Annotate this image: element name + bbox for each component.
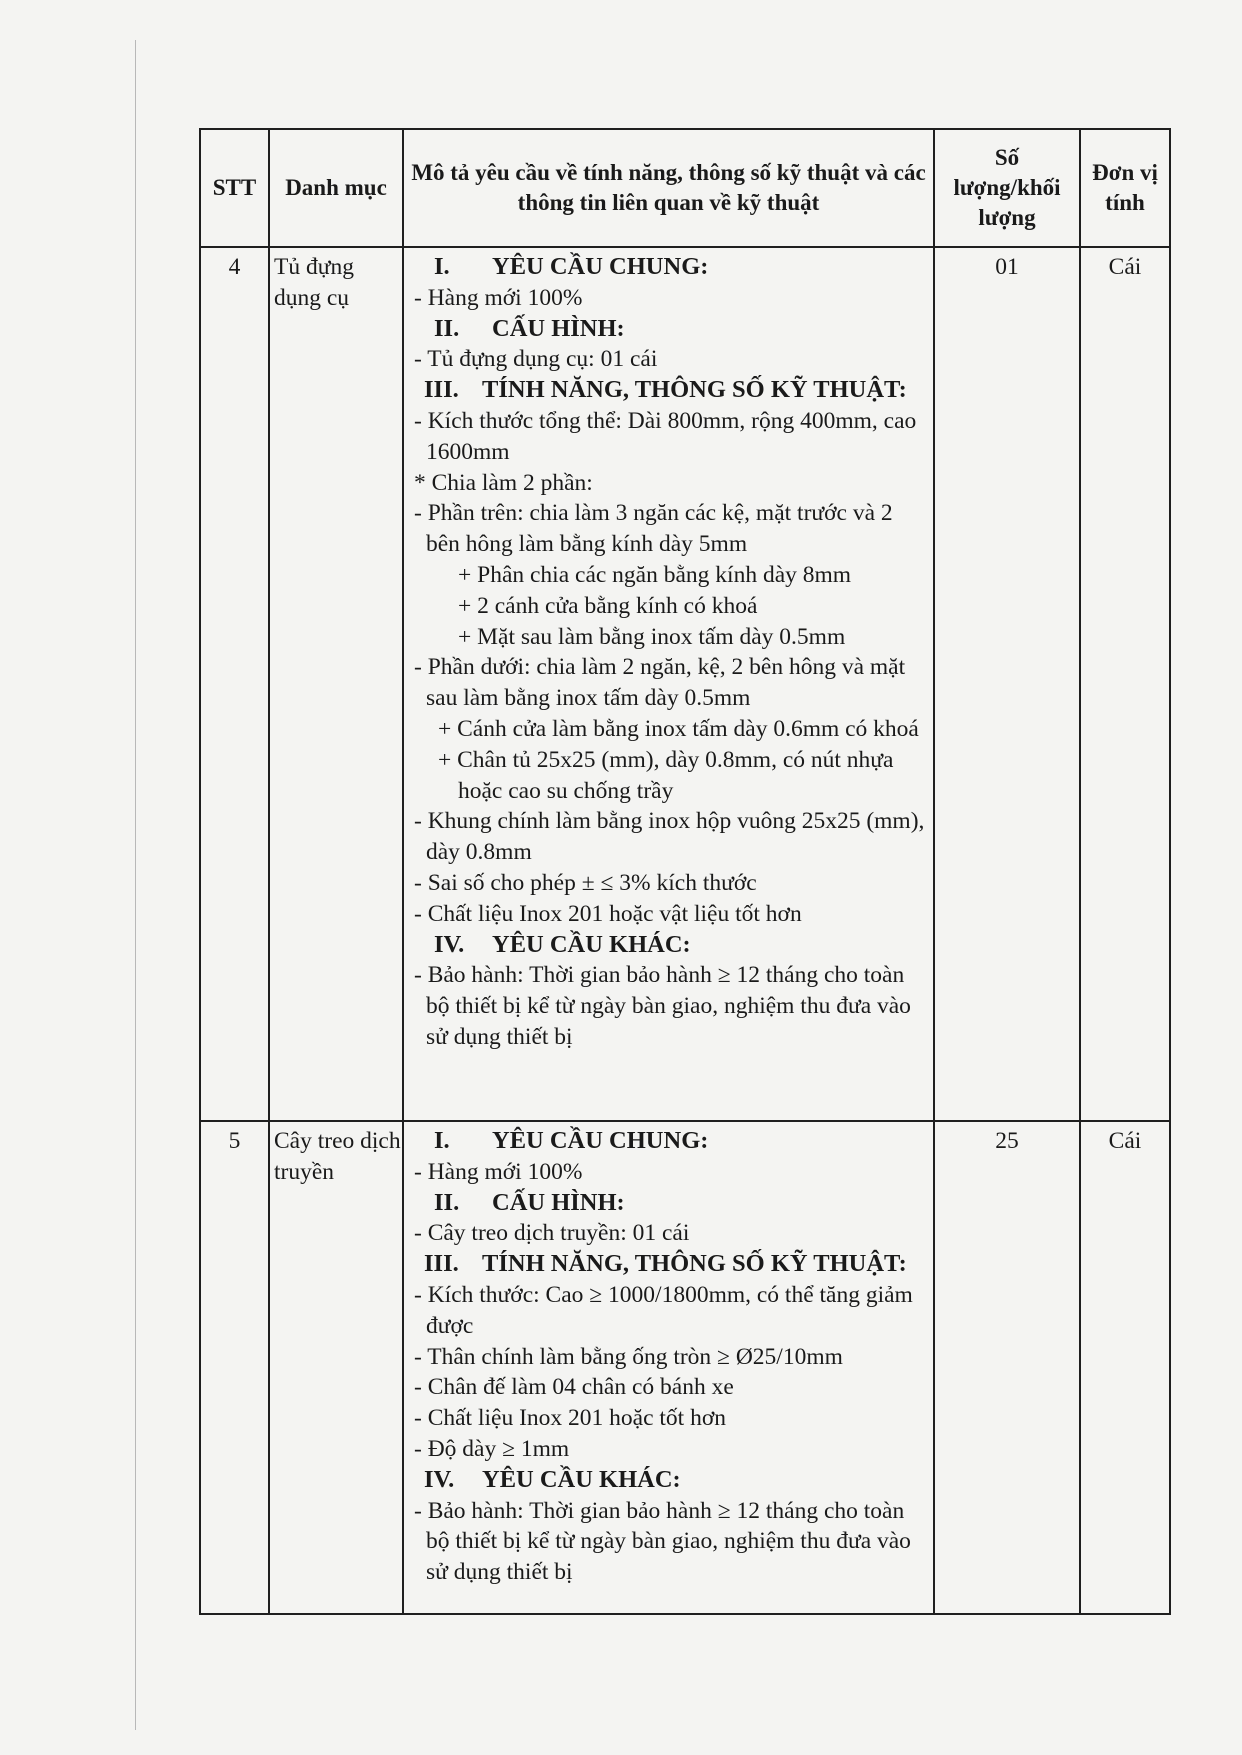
spec-line: * Chia làm 2 phần: bbox=[414, 469, 593, 496]
header-quantity: Số lượng/khối lượng bbox=[934, 129, 1080, 247]
header-description: Mô tả yêu cầu về tính năng, thông số kỹ thuật và các thông tin liên quan về kỹ thuật bbox=[403, 129, 934, 247]
row-stt: 5 bbox=[200, 1121, 269, 1614]
specification-table bbox=[199, 128, 1171, 1615]
section-heading: I. YÊU CẦU CHUNG: bbox=[434, 1127, 709, 1154]
spec-line: - Bảo hành: Thời gian bảo hành ≥ 12 tháng cho toàn bộ thiết bị kể từ ngày bàn giao, nghiệm thu đưa vào sử dụng thiết bị bbox=[414, 1497, 911, 1586]
section-heading: II. CẤU HÌNH: bbox=[434, 314, 625, 342]
spec-line: - Thân chính làm bằng ống tròn ≥ Ø25/10mm bbox=[414, 1343, 843, 1370]
row-quantity: 25 bbox=[934, 1121, 1080, 1614]
section-heading: I. YÊU CẦU CHUNG: bbox=[434, 253, 709, 280]
table-row bbox=[200, 1121, 1170, 1614]
row-category: Cây treo dịch truyền bbox=[269, 1121, 403, 1614]
spec-line: - Kích thước: Cao ≥ 1000/1800mm, có thể tăng giảm được bbox=[414, 1281, 913, 1339]
page-margin-line bbox=[135, 40, 136, 1730]
row-unit: Cái bbox=[1080, 1121, 1170, 1614]
spec-line: - Chất liệu Inox 201 hoặc tốt hơn bbox=[414, 1405, 726, 1432]
spec-line: - Sai số cho phép ± ≤ 3% kích thước bbox=[414, 869, 757, 896]
header-stt: STT bbox=[200, 129, 269, 247]
header-unit: Đơn vị tính bbox=[1080, 129, 1170, 247]
row-category: Tủ đựng dụng cụ bbox=[269, 247, 403, 1121]
section-heading: IV. YÊU CẦU KHÁC: bbox=[424, 1465, 681, 1493]
spec-subline: + 2 cánh cửa bằng kính có khoá bbox=[458, 592, 758, 619]
row-unit: Cái bbox=[1080, 247, 1170, 1121]
spec-subline: + Cánh cửa làm bằng inox tấm dày 0.6mm có khoá bbox=[438, 715, 919, 742]
spec-line: - Chất liệu Inox 201 hoặc vật liệu tốt hơn bbox=[414, 900, 802, 927]
spec-subline: + Phân chia các ngăn bằng kính dày 8mm bbox=[458, 561, 852, 588]
spec-subline: + Chân tủ 25x25 (mm), dày 0.8mm, có nút nhựa hoặc cao su chống trầy bbox=[438, 746, 894, 804]
spec-line: - Cây treo dịch truyền: 01 cái bbox=[414, 1220, 690, 1247]
spec-line: - Phần dưới: chia làm 2 ngăn, kệ, 2 bên hông và mặt sau làm bằng inox tấm dày 0.5mm bbox=[414, 654, 906, 712]
spec-line: - Kích thước tổng thể: Dài 800mm, rộng 400mm, cao 1600mm bbox=[414, 407, 917, 465]
row-description bbox=[403, 1121, 934, 1614]
row-description bbox=[403, 247, 934, 1121]
header-category: Danh mục bbox=[269, 129, 403, 247]
table-header-row bbox=[200, 129, 1170, 247]
spec-line: - Khung chính làm bằng inox hộp vuông 25x25 (mm), dày 0.8mm bbox=[414, 808, 925, 866]
spec-line: - Độ dày ≥ 1mm bbox=[414, 1435, 570, 1462]
table-row bbox=[200, 247, 1170, 1121]
section-heading: IV. YÊU CẦU KHÁC: bbox=[434, 930, 691, 958]
section-heading: II. CẤU HÌNH: bbox=[434, 1188, 625, 1216]
row-stt: 4 bbox=[200, 247, 269, 1121]
spec-line: - Hàng mới 100% bbox=[414, 1158, 583, 1185]
section-heading: III. TÍNH NĂNG, THÔNG SỐ KỸ THUẬT: bbox=[424, 376, 907, 404]
spec-line: - Hàng mới 100% bbox=[414, 284, 583, 311]
spec-line: - Tủ đựng dụng cụ: 01 cái bbox=[414, 346, 658, 373]
spec-line: - Phần trên: chia làm 3 ngăn các kệ, mặt trước và 2 bên hông làm bằng kính dày 5mm bbox=[414, 500, 893, 558]
spec-line: - Bảo hành: Thời gian bảo hành ≥ 12 tháng cho toàn bộ thiết bị kể từ ngày bàn giao, nghiệm thu đưa vào sử dụng thiết bị bbox=[414, 962, 911, 1050]
spec-line: - Chân đế làm 04 chân có bánh xe bbox=[414, 1374, 734, 1401]
row-quantity: 01 bbox=[934, 247, 1080, 1121]
spec-subline: + Mặt sau làm bằng inox tấm dày 0.5mm bbox=[458, 623, 846, 650]
section-heading: III. TÍNH NĂNG, THÔNG SỐ KỸ THUẬT: bbox=[424, 1250, 907, 1278]
